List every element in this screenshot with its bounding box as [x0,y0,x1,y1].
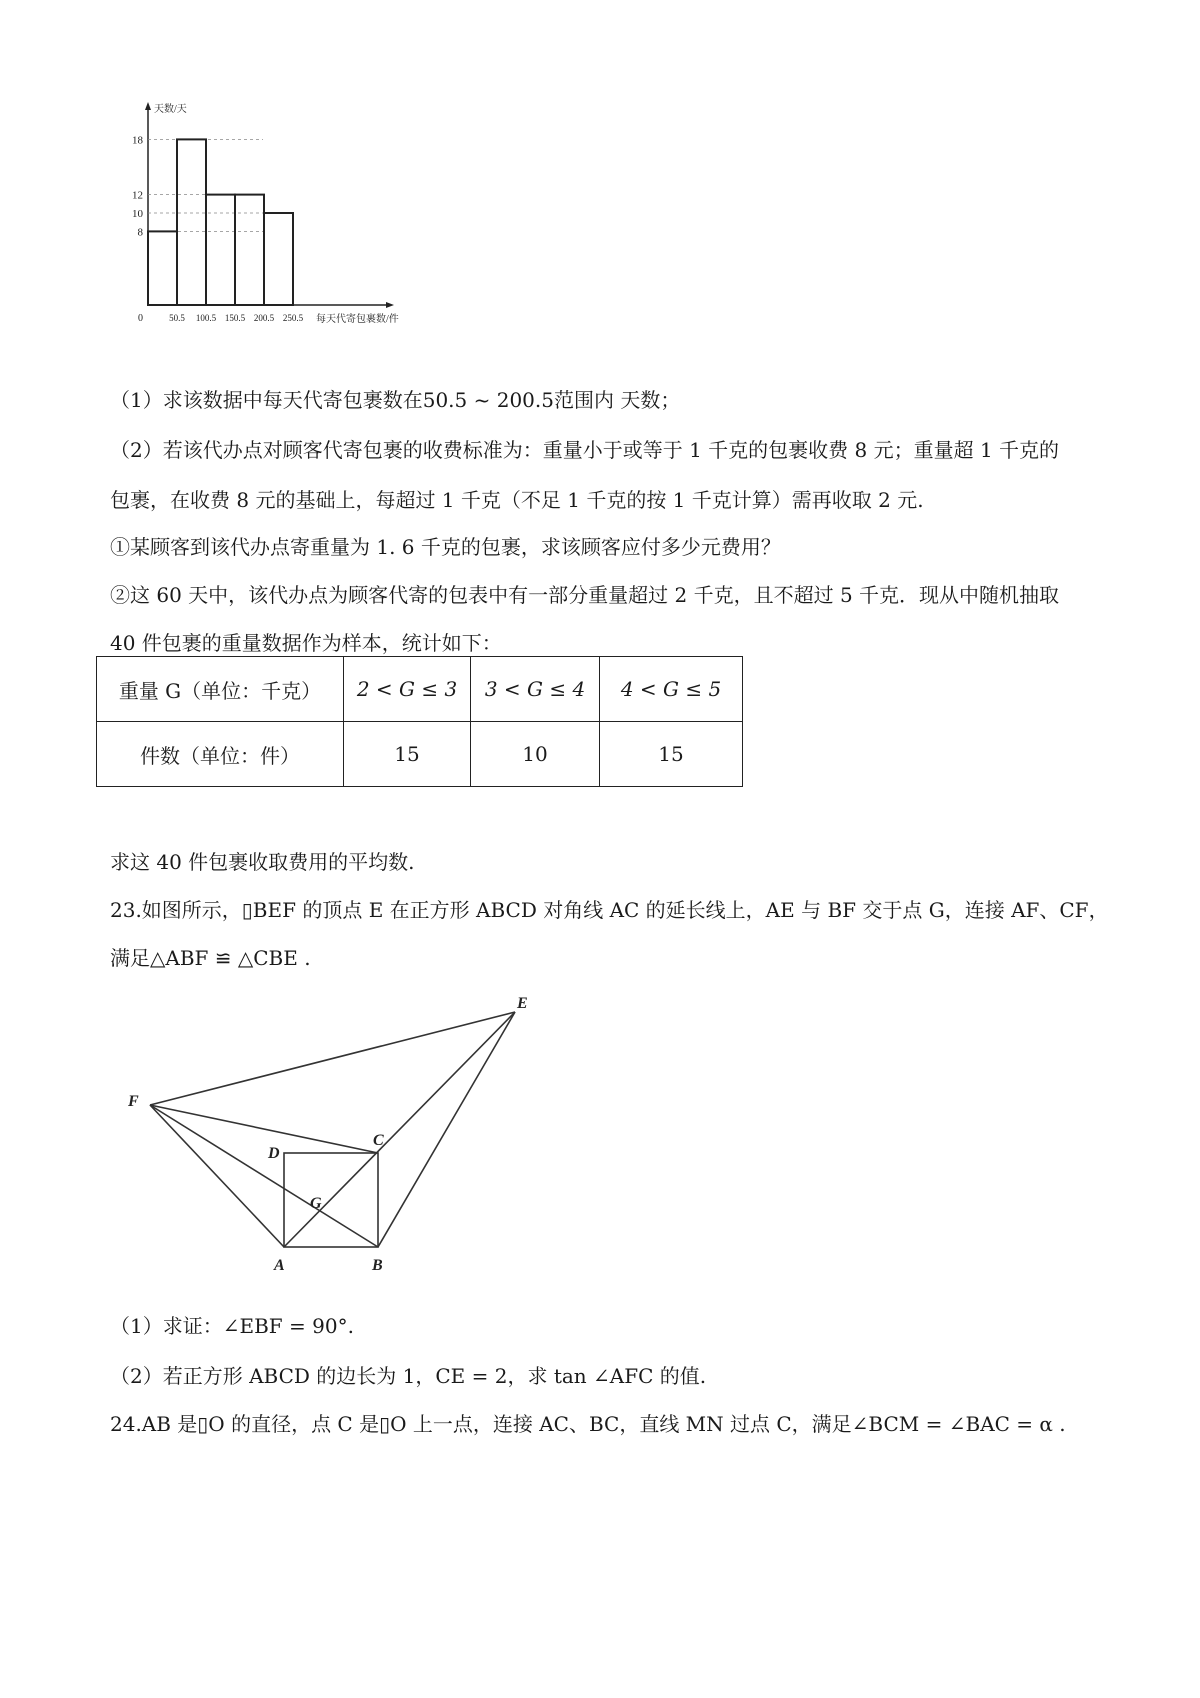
y-tick-label: 12 [132,189,143,202]
y-axis-label: 天数/天 [154,104,187,115]
count-cell: 15 [600,722,743,787]
table-row [97,722,743,787]
histogram-bar [235,195,264,305]
q22-part1: （1）求该数据中每天代寄包裹数在50.5 ~ 200.5范围内 天数； [110,388,681,412]
segment-FC [150,1105,378,1153]
y-axis-arrow [145,102,151,110]
x-axis-label: 每天代寄包裹数/件 [316,314,399,325]
weight-table [96,656,743,787]
q23-part1: （1）求证：∠EBF = 90°. [110,1314,354,1338]
table-header-weight: 重量 G（单位：千克） [97,657,344,722]
histogram-bar [206,195,235,305]
q22-sub2-line2: 40 件包裹的重量数据作为样本，统计如下： [110,631,502,655]
origin-label: 0 [138,313,143,324]
point-label-E: E [517,995,528,1012]
y-tick-label: 8 [137,226,143,239]
histogram-chart [120,100,470,360]
histogram-bar [264,213,293,305]
table-row [97,657,743,722]
x-tick-label: 250.5 [282,313,304,323]
q24-stem: 24.AB 是▯O 的直径，点 C 是▯O 上一点，连接 AC、BC，直线 MN 过点 C，满足∠BCM = ∠BAC = α . [110,1412,1066,1436]
q22-part2-line1: （2）若该代办点对顾客代寄包裹的收费标准为：重量小于或等于 1 千克的包裹收费 8 元；重量超 1 千克的 [110,438,1060,462]
segment-FE [150,1012,515,1105]
point-label-B: B [372,1257,383,1274]
x-tick-label: 200.5 [253,313,275,323]
y-tick-label: 10 [132,208,143,220]
range-cell: 4 < G ≤ 5 [600,657,743,722]
x-axis-arrow [386,302,394,308]
x-tick-label: 50.5 [169,313,185,323]
q22-part2-line2: 包裹，在收费 8 元的基础上，每超过 1 千克（不足 1 千克的按 1 千克计算）需再收取 2 元. [110,488,924,512]
point-label-F: F [128,1093,139,1110]
q23-part2: （2）若正方形 ABCD 的边长为 1，CE = 2，求 tan ∠AFC 的值. [110,1364,707,1388]
point-label-D: D [268,1145,280,1162]
x-tick-label: 150.5 [224,313,246,323]
point-label-A: A [274,1257,285,1274]
q22-ask: 求这 40 件包裹收取费用的平均数. [110,850,415,874]
histogram-bar [177,139,206,305]
q22-sub1: ①某顾客到该代办点寄重量为 1. 6 千克的包裹，求该顾客应付多少元费用？ [110,535,781,559]
q22-sub2-line1: ②这 60 天中，该代办点为顾客代寄的包表中有一部分重量超过 2 千克，且不超过 5 千克．现从中随机抽取 [110,583,1060,607]
q23-stem-line1: 23.如图所示，▯BEF 的顶点 E 在正方形 ABCD 对角线 AC 的延长线上，AE 与 BF 交于点 G，连接 AF、CF， [110,898,1109,922]
count-cell: 10 [471,722,600,787]
point-label-C: C [373,1132,384,1149]
y-tick-label: 18 [132,134,143,147]
count-cell: 15 [344,722,471,787]
x-tick-label: 100.5 [195,313,217,323]
range-cell: 2 < G ≤ 3 [344,657,471,722]
histogram-bar [148,231,177,305]
range-cell: 3 < G ≤ 4 [471,657,600,722]
q23-stem-line2: 满足△ABF ≌ △CBE . [110,946,311,970]
point-label-G: G [310,1195,322,1212]
table-header-count: 件数（单位：件） [97,722,344,787]
geometry-figure [120,990,560,1280]
